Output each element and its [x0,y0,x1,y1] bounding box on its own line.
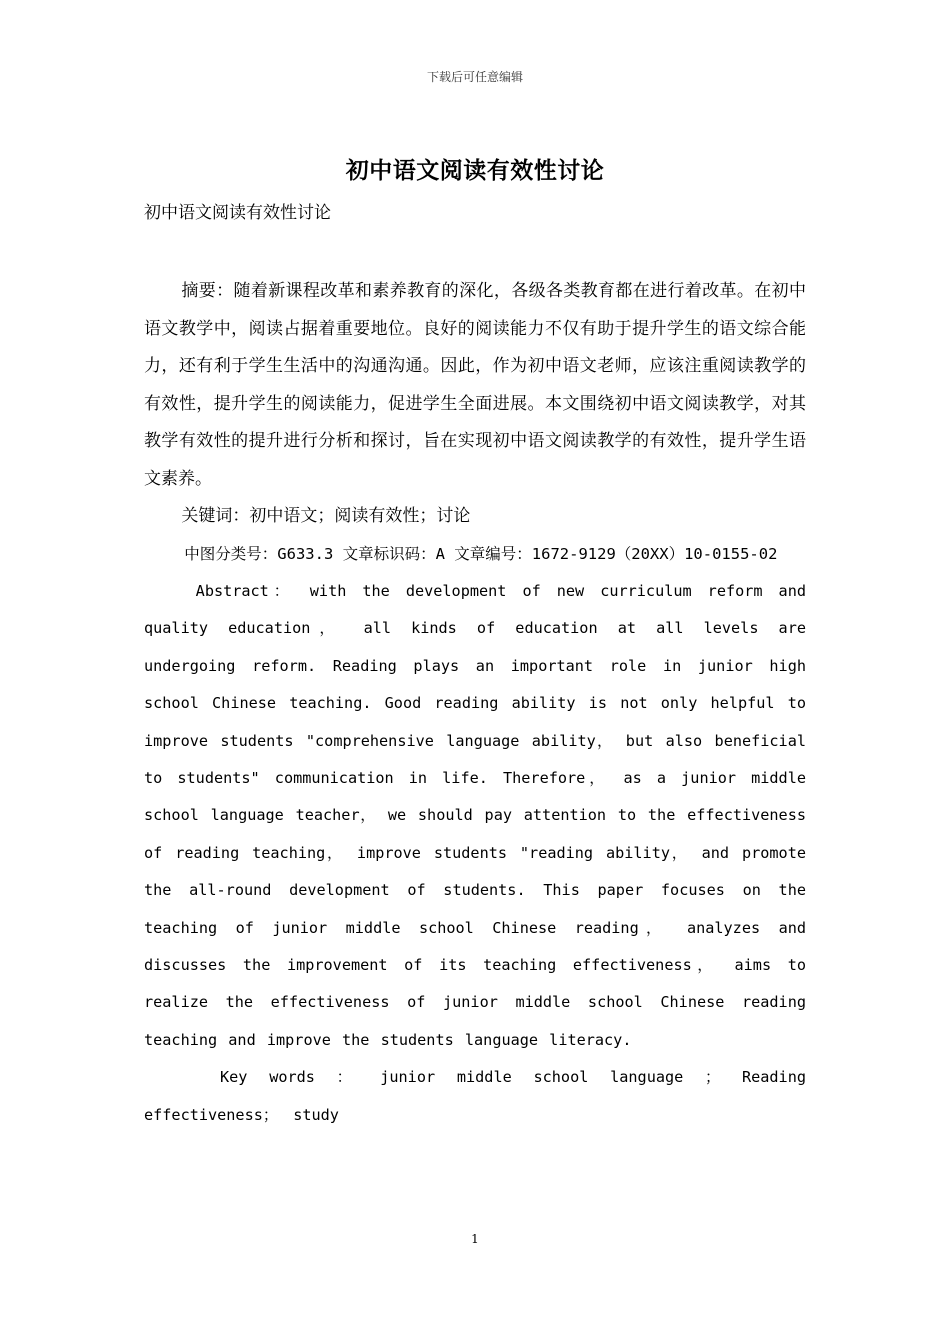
english-keywords: Key words ： junior middle school language ； Reading effectiveness； study [144,1068,806,1124]
chinese-keywords: 关键词：初中语文；阅读有效性；讨论 [181,506,471,526]
page-header-note: 下载后可任意编辑 [426,70,523,84]
page-number: 1 [471,1232,479,1246]
document-subtitle: 初中语文阅读有效性讨论 [144,203,331,223]
blank-line [144,228,806,273]
english-abstract: Abstract： with the development of new curriculum reform and quality education， all kinds of education at all levels are undergoing reform. Reading plays an important role in junior high school Chinese teaching. Good reading ability is not only helpful to improve students "comprehensive language ability， but also beneficial to students" communication in life. Therefore， as a junior middle school language teacher， we should pay attention to the effectiveness of reading teaching， improve students "reading ability， and promote the all-round development of students. This paper focuses on the teaching of junior middle school Chinese reading， analyzes and discusses the improvement of its teaching effectiveness， aims to realize the effectiveness of junior middle school Chinese reading teaching and improve the students language literacy. [144,582,806,1049]
classification-info: 中图分类号：G633.3 文章标识码：A 文章编号：1672-9129（20XX）10-0155-02 [184,544,778,563]
document-title: 初中语文阅读有效性讨论 [345,157,605,184]
document-body [144,198,806,1134]
chinese-abstract: 摘要：随着新课程改革和素养教育的深化，各级各类教育都在进行着改革。在初中语文教学中，阅读占据着重要地位。良好的阅读能力不仅有助于提升学生的语文综合能力，还有利于学生生活中的沟通沟通。因此，作为初中语文老师，应该注重阅读教学的有效性，提升学生的阅读能力，促进学生全面进展。本文围绕初中语文阅读教学，对其教学有效性的提升进行分析和探讨，旨在实现初中语文阅读教学的有效性，提升学生语文素养。 [144,281,806,489]
